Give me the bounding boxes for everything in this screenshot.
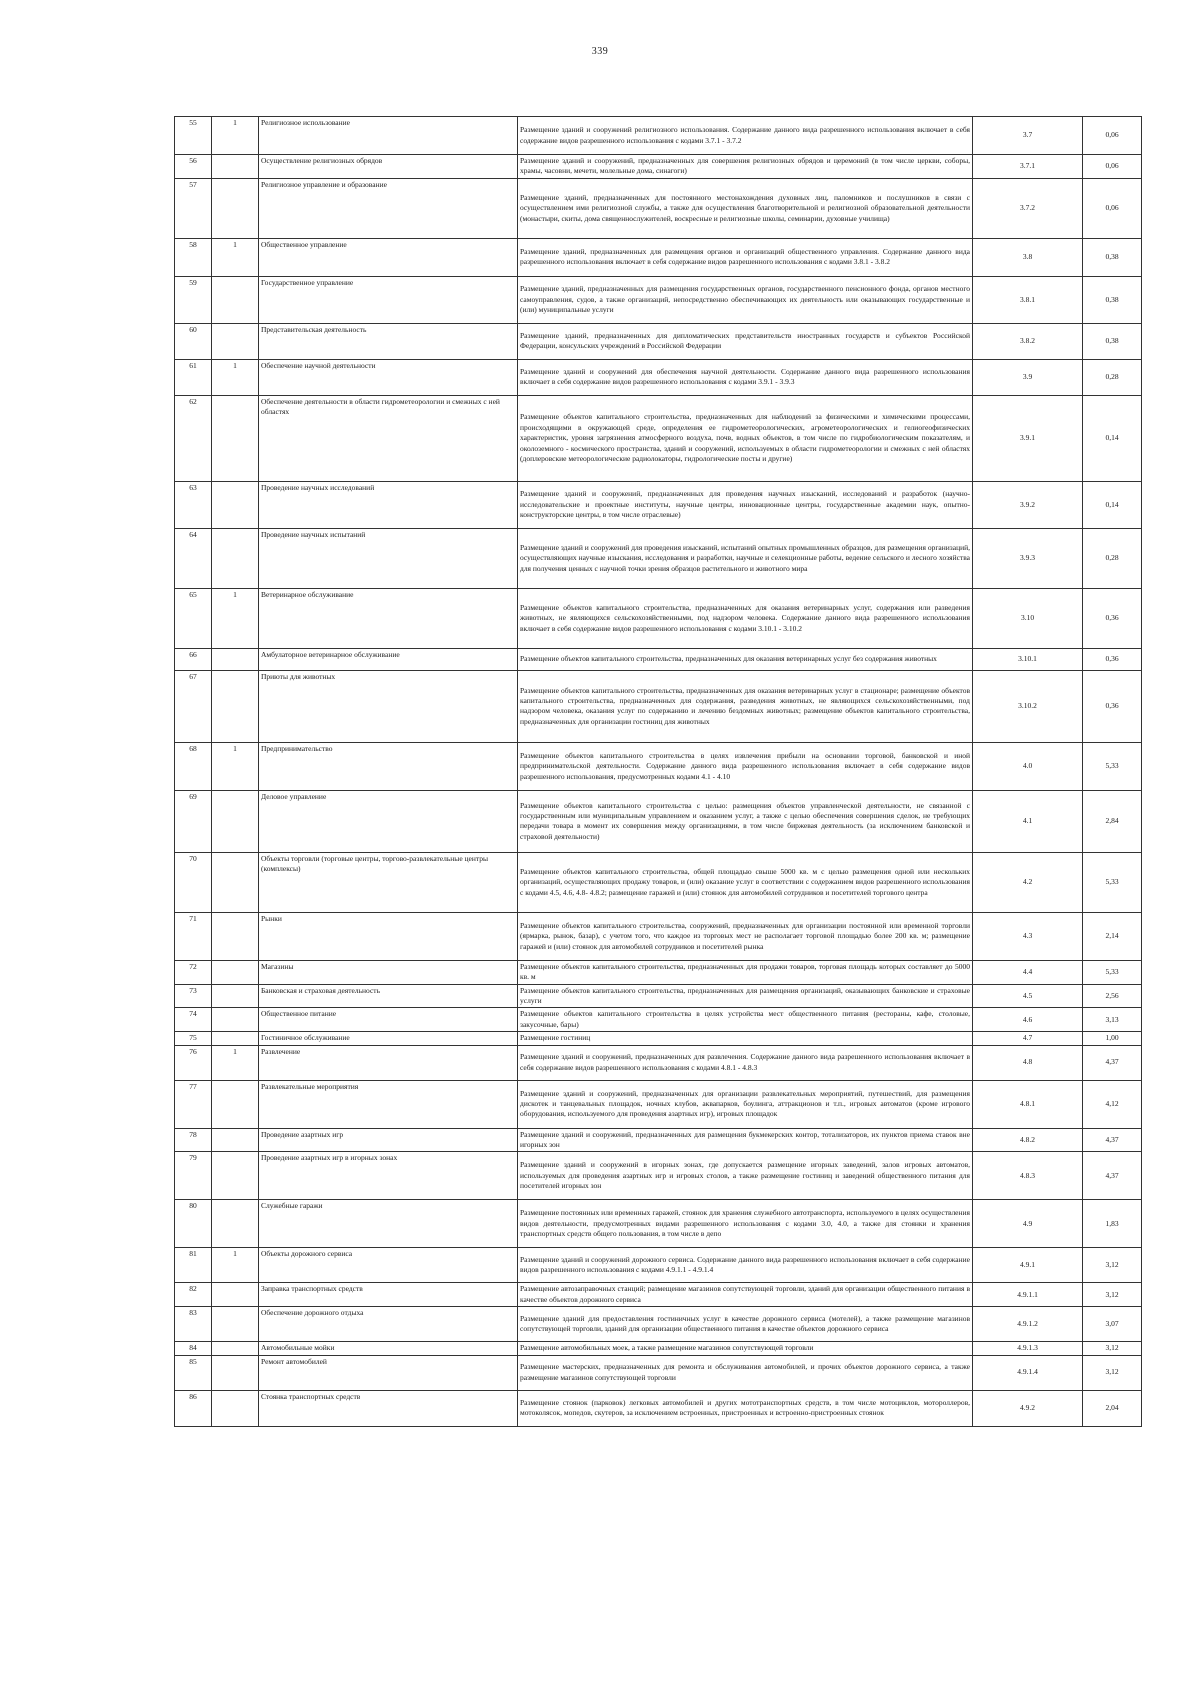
table-row [175,155,1142,179]
table-row [175,742,1142,790]
row-level [212,481,259,528]
use-type-name: Магазины [259,960,518,984]
row-number: 68 [175,742,212,790]
use-type-code: 3.10.2 [973,670,1083,742]
table-row [175,395,1142,481]
use-type-description: Размещение зданий и сооружений религиозного использования. Содержание данного вида разрешенного использования включает в себя содержание видов разрешенного использования с кодами 3.7.1 - 3.7.2 [518,117,973,155]
row-level [212,670,259,742]
use-type-description: Размещение объектов капитального строительства, предназначенных для продажи товаров, торговая площадь которых составляет до 5000 кв. м [518,960,973,984]
coefficient-value: 3,12 [1083,1355,1142,1390]
use-type-description: Размещение объектов капитального строительства с целью: размещения объектов управленческой деятельности, не связанной с государственным или муниципальным управлением и оказанием услуг, а также с целью обеспечения совершения сделок, не требующих передачи товара в момент их совершения между организациями, в том числе биржевая деятельность (за исключением банковской и страховой деятельности) [518,790,973,852]
use-type-description: Размещение зданий и сооружений для проведения изысканий, испытаний опытных промышленных образцов, для размещения организаций, осуществляющих научные изыскания, исследования и разработки, научные и селекционные работы, ведение сельского и лесного хозяйства для получения ценных с научной точки зрения образцов растительного и животного мира [518,528,973,588]
row-level [212,1008,259,1032]
use-type-name: Ремонт автомобилей [259,1355,518,1390]
use-type-name: Автомобильные мойки [259,1342,518,1355]
use-type-code: 4.4 [973,960,1083,984]
use-type-name: Служебные гаражи [259,1200,518,1248]
use-type-name: Осуществление религиозных обрядов [259,155,518,179]
use-type-code: 4.0 [973,742,1083,790]
use-type-description: Размещение зданий, предназначенных для дипломатических представительств иностранных государств и субъектов Российской Федерации, консульских учреждений в Российской Федерации [518,323,973,359]
use-type-name: Общественное управление [259,238,518,276]
use-type-code: 4.7 [973,1032,1083,1045]
use-type-description: Размещение мастерских, предназначенных для ремонта и обслуживания автомобилей, и прочих объектов дорожного сервиса, а также размещение магазинов сопутствующей торговли [518,1355,973,1390]
row-level: 1 [212,742,259,790]
use-type-description: Размещение зданий и сооружений для обеспечения научной деятельности. Содержание данного вида разрешенного использования включает в себя содержание видов разрешенного использования с кодами 3.9.1 - 3.9.3 [518,359,973,395]
use-type-description: Размещение объектов капитального строительства, предназначенных для оказания ветеринарных услуг в стационаре; размещение объектов капитального строительства, предназначенных для содержания, разведения животных, не являющихся сельскохозяйственными, под надзором человека, оказания услуг по содержанию и лечению бездомных животных; размещение объектов капитального строительства, предназначенных для организации гостиниц для животных [518,670,973,742]
table-row [175,670,1142,742]
row-number: 66 [175,648,212,670]
table-row [175,1390,1142,1426]
coefficient-value: 0,36 [1083,588,1142,648]
coefficient-value: 3,12 [1083,1342,1142,1355]
use-type-description: Размещение зданий и сооружений, предназначенных для размещения букмекерских контор, тотализаторов, их пунктов приема ставок вне игорных зон [518,1128,973,1152]
use-type-code: 3.9.2 [973,481,1083,528]
table-row [175,648,1142,670]
land-use-table [174,116,1142,1427]
row-number: 76 [175,1045,212,1080]
use-type-code: 3.7.2 [973,178,1083,238]
row-number: 67 [175,670,212,742]
use-type-description: Размещение гостиниц [518,1032,973,1045]
row-number: 58 [175,238,212,276]
use-type-name: Религиозное управление и образование [259,178,518,238]
use-type-description: Размещение объектов капитального строительства, предназначенных для размещения организаций, оказывающих банковские и страховые услуги [518,984,973,1008]
row-level: 1 [212,1045,259,1080]
use-type-name: Обеспечение деятельности в области гидрометеорологии и смежных с ней областях [259,395,518,481]
use-type-code: 4.2 [973,852,1083,912]
use-type-name: Приюты для животных [259,670,518,742]
coefficient-value: 0,38 [1083,238,1142,276]
coefficient-value: 2,84 [1083,790,1142,852]
row-level: 1 [212,359,259,395]
coefficient-value: 4,37 [1083,1045,1142,1080]
use-type-code: 3.8.1 [973,276,1083,323]
table-row [175,588,1142,648]
use-type-code: 4.6 [973,1008,1083,1032]
use-type-description: Размещение зданий и сооружений в игорных зонах, где допускается размещение игорных заведений, залов игровых автоматов, используемых для проведения азартных игр и игровых столов, а также размещение гостиниц и заведений общественного питания для посетителей игорных зон [518,1152,973,1200]
table-row [175,1080,1142,1128]
table-row [175,1045,1142,1080]
use-type-code: 4.9.1 [973,1248,1083,1283]
row-number: 57 [175,178,212,238]
use-type-name: Гостиничное обслуживание [259,1032,518,1045]
use-type-description: Размещение автозаправочных станций; размещение магазинов сопутствующей торговли, зданий для организации общественного питания в качестве объектов дорожного сервиса [518,1283,973,1307]
use-type-name: Банковская и страховая деятельность [259,984,518,1008]
use-type-code: 4.9.2 [973,1390,1083,1426]
row-number: 78 [175,1128,212,1152]
use-type-name: Государственное управление [259,276,518,323]
use-type-name: Проведение азартных игр [259,1128,518,1152]
row-number: 82 [175,1283,212,1307]
table-row [175,1200,1142,1248]
coefficient-value: 1,00 [1083,1032,1142,1045]
use-type-name: Обеспечение дорожного отдыха [259,1307,518,1342]
use-type-description: Размещение зданий, предназначенных для размещения государственных органов, государственного пенсионного фонда, органов местного самоуправления, судов, а также организаций, непосредственно обеспечивающих их деятельность или оказывающих государственные и (или) муниципальные услуги [518,276,973,323]
coefficient-value: 1,83 [1083,1200,1142,1248]
row-level [212,1283,259,1307]
row-level [212,1032,259,1045]
page-number: 339 [591,46,609,57]
row-number: 62 [175,395,212,481]
use-type-description: Размещение объектов капитального строительства, предназначенных для наблюдений за физическими и химическими процессами, происходящими в окружающей среде, определения ее гидрометеорологических, агрометеорологических и гелиогеофизических характеристик, уровня загрязнения атмосферного воздуха, почв, водных объектов, в том числе по гидробиологическим показателям, и околоземного - космического пространства, зданий и сооружений, используемых в области гидрометеорологии и смежных с ней областях (доплеровские метеорологические радиолокаторы, гидрологические посты и другие) [518,395,973,481]
use-type-name: Представительская деятельность [259,323,518,359]
use-type-description: Размещение объектов капитального строительства, предназначенных для оказания ветеринарных услуг без содержания животных [518,648,973,670]
coefficient-value: 2,04 [1083,1390,1142,1426]
row-level [212,852,259,912]
use-type-description: Размещение зданий и сооружений, предназначенных для совершения религиозных обрядов и церемоний (в том числе церкви, соборы, храмы, часовни, мечети, молельные дома, синагоги) [518,155,973,179]
row-number: 84 [175,1342,212,1355]
use-type-description: Размещение объектов капитального строительства, общей площадью свыше 5000 кв. м с целью размещения одной или нескольких организаций, осуществляющих продажу товаров, и (или) оказание услуг в соответствии с содержанием видов разрешенного использования с кодами 4.5, 4.6, 4.8- 4.8.2; размещение гаражей и (или) стоянок для автомобилей сотрудников и посетителей торгового центра [518,852,973,912]
coefficient-value: 0,28 [1083,528,1142,588]
use-type-code: 4.1 [973,790,1083,852]
use-type-code: 3.8 [973,238,1083,276]
coefficient-value: 5,33 [1083,742,1142,790]
row-number: 74 [175,1008,212,1032]
row-level [212,323,259,359]
row-number: 56 [175,155,212,179]
use-type-description: Размещение объектов капитального строительства, предназначенных для оказания ветеринарных услуг, содержания или разведения животных, не являющихся сельскохозяйственными, под надзором человека. Содержание данного вида разрешенного использования включает в себя содержание видов разрешенного использования с кодами 3.10.1 - 3.10.2 [518,588,973,648]
use-type-name: Проведение азартных игр в игорных зонах [259,1152,518,1200]
table-row [175,960,1142,984]
row-level [212,912,259,960]
row-level [212,276,259,323]
use-type-description: Размещение зданий и сооружений, предназначенных для развлечения. Содержание данного вида разрешенного использования включает в себя содержание видов разрешенного использования с кодами 4.8.1 - 4.8.3 [518,1045,973,1080]
table-row [175,178,1142,238]
table-row [175,1128,1142,1152]
use-type-name: Обеспечение научной деятельности [259,359,518,395]
use-type-code: 3.7 [973,117,1083,155]
row-level: 1 [212,588,259,648]
row-level: 1 [212,238,259,276]
use-type-name: Развлекательные мероприятия [259,1080,518,1128]
coefficient-value: 0,38 [1083,323,1142,359]
use-type-name: Религиозное использование [259,117,518,155]
table-row [175,1008,1142,1032]
table-row [175,238,1142,276]
row-number: 65 [175,588,212,648]
use-type-description: Размещение зданий и сооружений, предназначенных для проведения научных изысканий, исследований и разработок (научно-исследовательские и проектные институты, научные центры, инновационные центры, государственные академии наук, опытно-конструкторские центры, в том числе отраслевые) [518,481,973,528]
row-level [212,178,259,238]
row-level [212,960,259,984]
use-type-code: 3.10.1 [973,648,1083,670]
row-level [212,528,259,588]
use-type-code: 4.9.1.2 [973,1307,1083,1342]
row-number: 55 [175,117,212,155]
use-type-description: Размещение стоянок (парковок) легковых автомобилей и других мототранспортных средств, в том числе мотоциклов, мотороллеров, мотоколясок, мопедов, скутеров, за исключением встроенных, пристроенных и встроенно-пристроенных стоянок [518,1390,973,1426]
coefficient-value: 2,56 [1083,984,1142,1008]
row-level [212,1200,259,1248]
use-type-code: 4.8.1 [973,1080,1083,1128]
table-row [175,1248,1142,1283]
row-number: 85 [175,1355,212,1390]
use-type-code: 4.5 [973,984,1083,1008]
row-number: 79 [175,1152,212,1200]
use-type-name: Проведение научных испытаний [259,528,518,588]
coefficient-value: 5,33 [1083,960,1142,984]
row-level [212,1128,259,1152]
row-level [212,1342,259,1355]
coefficient-value: 3,12 [1083,1283,1142,1307]
row-level [212,648,259,670]
use-type-description: Размещение объектов капитального строительства, сооружений, предназначенных для организации постоянной или временной торговли (ярмарка, рынок, базар), с учетом того, что каждое из торговых мест не располагает торговой площадью более 200 кв. м; размещение гаражей и (или) стоянок для автомобилей сотрудников и посетителей рынка [518,912,973,960]
use-type-description: Размещение зданий, предназначенных для размещения органов и организаций общественного управления. Содержание данного вида разрешенного использования включает в себя содержание видов разрешенного использования с кодами 3.8.1 - 3.8.2 [518,238,973,276]
table-row [175,790,1142,852]
use-type-description: Размещение объектов капитального строительства в целях устройства мест общественного питания (рестораны, кафе, столовые, закусочные, бары) [518,1008,973,1032]
row-number: 69 [175,790,212,852]
use-type-code: 4.3 [973,912,1083,960]
row-number: 80 [175,1200,212,1248]
use-type-code: 4.8.2 [973,1128,1083,1152]
use-type-code: 4.9 [973,1200,1083,1248]
coefficient-value: 0,06 [1083,117,1142,155]
use-type-name: Объекты дорожного сервиса [259,1248,518,1283]
use-type-code: 3.10 [973,588,1083,648]
row-number: 73 [175,984,212,1008]
coefficient-value: 3,12 [1083,1248,1142,1283]
row-number: 64 [175,528,212,588]
use-type-code: 3.9 [973,359,1083,395]
table-row [175,117,1142,155]
use-type-name: Развлечение [259,1045,518,1080]
table-row [175,481,1142,528]
table-row [175,912,1142,960]
row-number: 86 [175,1390,212,1426]
use-type-description: Размещение зданий, предназначенных для постоянного местонахождения духовных лиц, паломников и послушников в связи с осуществлением ими религиозной службы, а также для осуществления благотворительной и религиозной образовательной деятельности (монастыри, скиты, дома священнослужителей, воскресные и религиозные школы, семинарии, духовные училища) [518,178,973,238]
row-number: 77 [175,1080,212,1128]
table-row [175,528,1142,588]
use-type-code: 3.9.3 [973,528,1083,588]
row-level [212,1355,259,1390]
coefficient-value: 0,14 [1083,395,1142,481]
use-type-name: Заправка транспортных средств [259,1283,518,1307]
use-type-name: Объекты торговли (торговые центры, торгово-развлекательные центры (комплексы) [259,852,518,912]
use-type-name: Деловое управление [259,790,518,852]
use-type-code: 3.7.1 [973,155,1083,179]
use-type-code: 3.9.1 [973,395,1083,481]
table-row [175,1307,1142,1342]
coefficient-value: 3,13 [1083,1008,1142,1032]
use-type-description: Размещение объектов капитального строительства в целях извлечения прибыли на основании торговой, банковской и иной предпринимательской деятельности. Содержание данного вида разрешенного использования включает в себя содержание видов разрешенного использования, предусмотренных кодами 4.1 - 4.10 [518,742,973,790]
row-number: 63 [175,481,212,528]
coefficient-value: 0,36 [1083,670,1142,742]
use-type-code: 4.9.1.1 [973,1283,1083,1307]
row-level [212,1390,259,1426]
row-number: 81 [175,1248,212,1283]
row-number: 71 [175,912,212,960]
row-level [212,1307,259,1342]
coefficient-value: 2,14 [1083,912,1142,960]
coefficient-value: 3,07 [1083,1307,1142,1342]
table-row [175,852,1142,912]
row-number: 83 [175,1307,212,1342]
table-row [175,1342,1142,1355]
use-type-description: Размещение автомобильных моек, а также размещение магазинов сопутствующей торговли [518,1342,973,1355]
table-row [175,984,1142,1008]
coefficient-value: 0,06 [1083,155,1142,179]
use-type-name: Проведение научных исследований [259,481,518,528]
use-type-code: 4.8.3 [973,1152,1083,1200]
use-type-name: Общественное питание [259,1008,518,1032]
use-type-name: Ветеринарное обслуживание [259,588,518,648]
row-level [212,984,259,1008]
row-level [212,395,259,481]
coefficient-value: 0,38 [1083,276,1142,323]
use-type-description: Размещение постоянных или временных гаражей, стоянок для хранения служебного автотранспорта, используемого в целях осуществления видов деятельности, предусмотренных видами разрешенного использования с кодами 3.0, 4.0, а также для стоянки и хранения транспортных средств общего пользования, в том числе в депо [518,1200,973,1248]
use-type-description: Размещение зданий для предоставления гостиничных услуг в качестве дорожного сервиса (мотелей), а также размещение магазинов сопутствующей торговли, зданий для организации общественного питания в качестве объектов дорожного сервиса [518,1307,973,1342]
row-number: 60 [175,323,212,359]
table-row [175,1355,1142,1390]
table-row [175,276,1142,323]
coefficient-value: 0,36 [1083,648,1142,670]
row-level [212,155,259,179]
use-type-description: Размещение зданий и сооружений, предназначенных для организации развлекательных мероприятий, путешествий, для размещения дискотек и танцевальных площадок, ночных клубов, аквапарков, боулинга, аттракционов и т.п., игровых автоматов (кроме игрового оборудования, используемого для проведения азартных игр), игровых площадок [518,1080,973,1128]
coefficient-value: 4,37 [1083,1152,1142,1200]
coefficient-value: 5,33 [1083,852,1142,912]
table-row [175,359,1142,395]
row-level [212,1152,259,1200]
table-row [175,1152,1142,1200]
use-type-description: Размещение зданий и сооружений дорожного сервиса. Содержание данного вида разрешенного использования включает в себя содержание видов разрешенного использования с кодами 4.9.1.1 - 4.9.1.4 [518,1248,973,1283]
row-level [212,790,259,852]
row-level: 1 [212,1248,259,1283]
coefficient-value: 0,06 [1083,178,1142,238]
use-type-code: 4.8 [973,1045,1083,1080]
row-number: 59 [175,276,212,323]
use-type-name: Стоянка транспортных средств [259,1390,518,1426]
row-number: 70 [175,852,212,912]
table-body [175,117,1142,1427]
use-type-code: 3.8.2 [973,323,1083,359]
coefficient-value: 4,12 [1083,1080,1142,1128]
table-row [175,1283,1142,1307]
row-number: 61 [175,359,212,395]
use-type-name: Предпринимательство [259,742,518,790]
row-level [212,1080,259,1128]
table-row [175,1032,1142,1045]
coefficient-value: 0,14 [1083,481,1142,528]
use-type-name: Амбулаторное ветеринарное обслуживание [259,648,518,670]
coefficient-value: 0,28 [1083,359,1142,395]
row-level: 1 [212,117,259,155]
row-number: 72 [175,960,212,984]
use-type-code: 4.9.1.3 [973,1342,1083,1355]
coefficient-value: 4,37 [1083,1128,1142,1152]
table-row [175,323,1142,359]
row-number: 75 [175,1032,212,1045]
use-type-name: Рынки [259,912,518,960]
use-type-code: 4.9.1.4 [973,1355,1083,1390]
